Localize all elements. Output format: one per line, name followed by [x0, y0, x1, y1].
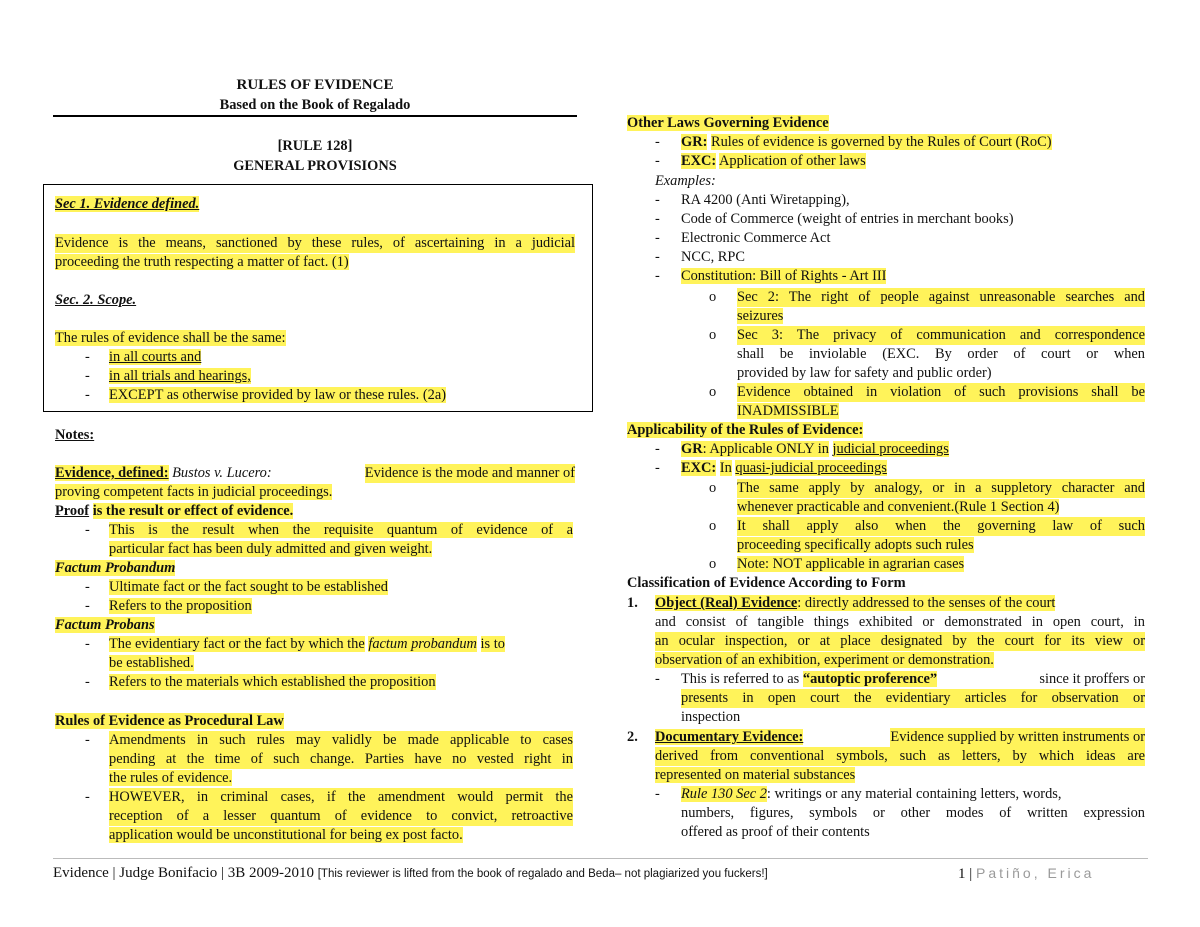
sec2-item-3: EXCEPT as otherwise provided by law or these rules. (2a): [109, 387, 447, 403]
sec1-title: Sec 1. Evidence defined.: [55, 196, 200, 212]
object-evidence-line4: observation of an exhibition, experiment or demonstration.: [655, 652, 994, 668]
procedural-item2-line2: reception of a lesser quantum of evidence to convict, retroactive: [109, 808, 573, 824]
list-number-1: 1.: [627, 595, 638, 611]
title-divider: [53, 115, 577, 117]
ev-def-line2: proving competent facts in judicial proceedings.: [55, 484, 333, 500]
footer-author: Patiño, Erica: [976, 865, 1095, 881]
circle-bullet-icon: o: [709, 289, 717, 305]
constitution-sub1-line2: seizures: [737, 308, 784, 324]
procedural-item1-line3: the rules of evidence.: [109, 770, 233, 786]
rule-number: [RULE 128]: [277, 138, 353, 154]
dash-bullet: -: [85, 598, 90, 614]
constitution-sub3-line1: Evidence obtained in violation of such provisions shall be: [737, 384, 1145, 400]
dash-bullet: -: [655, 230, 660, 246]
dash-bullet: -: [655, 268, 660, 284]
dash-bullet: -: [85, 368, 90, 384]
dash-bullet: -: [85, 674, 90, 690]
constitution-sub3-line2: INADMISSIBLE: [737, 403, 839, 419]
documentary-sub-line3: offered as proof of their contents: [681, 824, 870, 840]
object-evidence-line2: and consist of tangible things exhibited or demonstrated in open court, in: [655, 614, 1145, 630]
dash-bullet: -: [655, 134, 660, 150]
page-number: 1: [958, 866, 966, 882]
dash-bullet: -: [85, 522, 90, 538]
sec1-text-line2: proceeding the truth respecting a matter of fact. (1): [55, 254, 349, 270]
constitution-sub2-line1: Sec 3: The privacy of communication and correspondence: [737, 327, 1145, 343]
sec1-text-line1: Evidence is the means, sanctioned by these rules, of ascertaining in a judicial: [55, 235, 575, 251]
dash-bullet: -: [85, 732, 90, 748]
applicability-exc: EXC: In quasi-judicial proceedings: [681, 460, 887, 476]
sec2-item-1: in all courts and: [109, 349, 202, 365]
fpr-item-2: Refers to the materials which established the proposition: [109, 674, 436, 690]
fpr-label: Factum Probans: [55, 617, 155, 633]
classification-heading: Classification of Evidence According to Form: [627, 575, 906, 591]
other-laws-gr: GR: Rules of evidence is governed by the Rules of Court (RoC): [681, 134, 1052, 150]
proof-item-line1: This is the result when the requisite quantum of evidence of a: [109, 522, 573, 538]
page-separator: |: [969, 866, 973, 882]
procedural-item1-line2: pending at the time of such change. Parties have no vested right in: [109, 751, 573, 767]
object-sub-line3: inspection: [681, 709, 741, 725]
dash-bullet: -: [655, 192, 660, 208]
constitution-sub2-line3: provided by law for safety and public order): [737, 365, 992, 381]
doc-title: RULES OF EVIDENCE: [236, 77, 394, 93]
procedural-item1-line1: Amendments in such rules may validly be made applicable to cases: [109, 732, 573, 748]
dash-bullet: -: [655, 460, 660, 476]
circle-bullet-icon: o: [709, 480, 717, 496]
page-footer: [53, 863, 1148, 884]
proof-item-line2: particular fact has been duly admitted and given weight.: [109, 541, 433, 557]
dash-bullet: -: [655, 786, 660, 802]
dash-bullet: -: [85, 789, 90, 805]
example-2: Code of Commerce (weight of entries in merchant books): [681, 211, 1014, 227]
fp-item-1: Ultimate fact or the fact sought to be established: [109, 579, 388, 595]
dash-bullet: -: [655, 671, 660, 687]
dash-bullet: -: [655, 153, 660, 169]
documentary-evidence-line1: Documentary Evidence: Evidence supplied by written instruments or: [655, 729, 1145, 745]
fpr-item-1-line1: The evidentiary fact or the fact by which the factum probandum is to: [109, 636, 505, 652]
object-evidence-line1: Object (Real) Evidence: directly addressed to the senses of the court: [655, 595, 1056, 611]
object-sub-line2: presents in open court the evidentiary articles for observation or: [681, 690, 1145, 706]
notes-heading: Notes:: [55, 427, 95, 443]
documentary-evidence-line3: represented on material substances: [655, 767, 856, 783]
list-number-2: 2.: [627, 729, 638, 745]
applicability-sub2-line2: proceeding specifically adopts such rules: [737, 537, 974, 553]
other-laws-heading: Other Laws Governing Evidence: [627, 115, 829, 131]
footer-divider: [53, 858, 1148, 859]
sec2-item-2: in all trials and hearings,: [109, 368, 251, 384]
procedural-item2-line1: HOWEVER, in criminal cases, if the amendment would permit the: [109, 789, 573, 805]
object-sub-line1: This is referred to as “autoptic proference” since it proffers or: [681, 671, 1145, 687]
constitution-sub2-line2: shall be inviolable (EXC. By order of court or when: [737, 346, 1145, 362]
constitution-sub1-line1: Sec 2: The right of people against unreasonable searches and: [737, 289, 1145, 305]
dash-bullet: -: [85, 636, 90, 652]
circle-bullet-icon: o: [709, 556, 717, 572]
fp-label: Factum Probandum: [55, 560, 176, 576]
documentary-sub-line1: Rule 130 Sec 2: writings or any material containing letters, words,: [681, 786, 1062, 802]
example-1: RA 4200 (Anti Wiretapping),: [681, 192, 850, 208]
applicability-sub1-line1: The same apply by analogy, or in a suppletory character and: [737, 480, 1145, 496]
proof-line: Proof is the result or effect of evidence.: [55, 503, 294, 519]
circle-bullet-icon: o: [709, 327, 717, 343]
dash-bullet: -: [655, 441, 660, 457]
fpr-item-1-line2: be established.: [109, 655, 194, 671]
applicability-gr: GR: Applicable ONLY in judicial proceedings: [681, 441, 949, 457]
sec2-intro: The rules of evidence shall be the same:: [55, 330, 286, 346]
documentary-evidence-line2: derived from conventional symbols, such as letters, by which ideas are: [655, 748, 1145, 764]
examples-label: Examples:: [655, 173, 716, 189]
procedural-heading: Rules of Evidence as Procedural Law: [55, 713, 284, 729]
example-5: Constitution: Bill of Rights - Art III: [681, 268, 887, 284]
circle-bullet-icon: o: [709, 384, 717, 400]
dash-bullet: -: [85, 387, 90, 403]
documentary-sub-line2: numbers, figures, symbols or other modes of written expression: [681, 805, 1145, 821]
dash-bullet: -: [655, 211, 660, 227]
circle-bullet-icon: o: [709, 518, 717, 534]
procedural-item2-line3: application would be unconstitutional for being ex post facto.: [109, 827, 463, 843]
object-evidence-line3: an ocular inspection, or at place designated by the court for its view or: [655, 633, 1145, 649]
dash-bullet: -: [655, 249, 660, 265]
dash-bullet: -: [85, 349, 90, 365]
sec2-title: Sec. 2. Scope.: [55, 292, 137, 308]
ev-def-line1: Evidence, defined: Bustos v. Lucero: Evidence is the mode and manner of: [55, 465, 575, 481]
footer-page: [958, 863, 1094, 884]
fp-item-2: Refers to the proposition: [109, 598, 252, 614]
dash-bullet: -: [85, 579, 90, 595]
rule-title: GENERAL PROVISIONS: [233, 158, 397, 174]
applicability-sub1-line2: whenever practicable and convenient.(Rule 1 Section 4): [737, 499, 1060, 515]
applicability-sub3: Note: NOT applicable in agrarian cases: [737, 556, 965, 572]
example-3: Electronic Commerce Act: [681, 230, 831, 246]
footer-course: Evidence | Judge Bonifacio | 3B 2009-2010: [53, 865, 314, 881]
applicability-sub2-line1: It shall apply also when the governing law of such: [737, 518, 1145, 534]
footer-note: [This reviewer is lifted from the book of regalado and Beda– not plagiarized you fuckers!]: [317, 868, 768, 880]
example-4: NCC, RPC: [681, 249, 745, 265]
other-laws-exc: EXC: Application of other laws: [681, 153, 866, 169]
doc-subtitle: Based on the Book of Regalado: [219, 97, 411, 113]
applicability-heading: Applicability of the Rules of Evidence:: [627, 422, 864, 438]
